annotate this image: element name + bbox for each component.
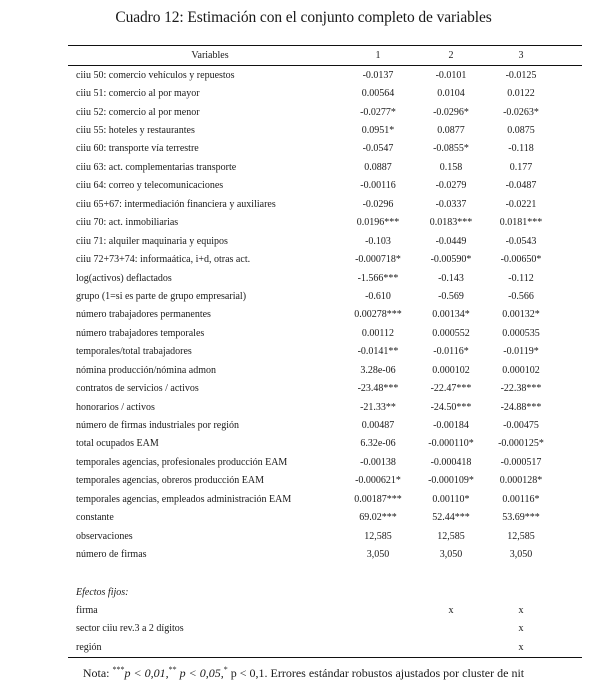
table-row [68, 509, 582, 527]
row-label: número trabajadores temporales [76, 327, 205, 339]
cell-col-3: x [518, 623, 524, 635]
fixed-effects-title: Efectos fijos: [76, 586, 129, 598]
table-row [68, 545, 582, 563]
cell-col-3: 0.0181*** [499, 217, 543, 229]
table-row [68, 620, 582, 638]
row-label: temporales agencias, empleados administración EAM [76, 493, 292, 505]
note-text-3: p < 0,1. Errores estándar robustos ajustados por cluster de nit [227, 666, 525, 680]
cell-col-1: -0.103 [365, 235, 391, 247]
cell-col-2: 0.00110* [432, 493, 470, 505]
row-label: grupo (1=si es parte de grupo empresarial) [76, 290, 247, 302]
cell-col-1: 0.00564 [361, 88, 395, 100]
row-label: sector ciiu rev.3 a 2 dígitos [76, 623, 184, 635]
cell-col-3: 53.69*** [502, 512, 540, 524]
cell-col-3: -0.566 [508, 290, 534, 302]
row-label: ciiu 51: comercio al por mayor [76, 88, 200, 100]
cell-col-3: 0.000102 [502, 364, 540, 376]
table-row [68, 84, 582, 102]
table-row [68, 638, 582, 656]
cell-col-1: 0.00187*** [354, 493, 402, 505]
table-row [68, 214, 582, 232]
cell-col-1: -0.0547 [362, 143, 394, 155]
row-label: temporales agencias, profesionales producción EAM [76, 456, 288, 468]
note-text-2: p < 0,05, [176, 666, 224, 680]
cell-col-2: 52.44*** [432, 512, 470, 524]
table-row [68, 324, 582, 342]
row-label: región [76, 641, 102, 653]
cell-col-1: 0.0951* [361, 125, 395, 137]
cell-col-3: -0.118 [508, 143, 534, 155]
cell-col-2: -0.00590* [430, 254, 472, 266]
cell-col-3: -0.0263* [503, 106, 539, 118]
row-label: temporales agencias, obreros producción EAM [76, 475, 264, 487]
cell-col-2: x [448, 604, 454, 616]
cell-col-1: 0.0887 [364, 161, 392, 173]
table-row [68, 416, 582, 434]
table-row [68, 527, 582, 545]
table-row [68, 103, 582, 121]
cell-col-1: 6.32e-06 [360, 438, 396, 450]
cell-col-1: -0.0137 [362, 69, 394, 81]
cell-col-1: -0.0277* [360, 106, 396, 118]
table-row [68, 177, 582, 195]
cell-col-3: -0.0543 [505, 235, 537, 247]
cell-col-1: 0.00112 [361, 327, 395, 339]
header-col-1: 1 [375, 50, 381, 61]
cell-col-2: 0.0877 [437, 125, 465, 137]
spacer [68, 564, 582, 583]
header-col-3: 3 [518, 50, 524, 61]
table-row [68, 379, 582, 397]
cell-col-1: 3,050 [366, 549, 390, 561]
row-label: ciiu 64: correo y telecomunicaciones [76, 180, 224, 192]
table-row [68, 250, 582, 268]
row-label: ciiu 55: hoteles y restaurantes [76, 125, 195, 137]
table-row [68, 490, 582, 508]
cell-col-2: 0.158 [439, 161, 463, 173]
row-label: log(activos) deflactados [76, 272, 172, 284]
cell-col-2: -22.47*** [430, 383, 472, 395]
table-row [68, 195, 582, 213]
cell-col-2: -0.0296* [433, 106, 469, 118]
cell-col-1: -23.48*** [357, 383, 399, 395]
cell-col-2: -24.50*** [430, 401, 472, 413]
table-row [68, 472, 582, 490]
cell-col-3: -0.000125* [498, 438, 544, 450]
cell-col-3: x [518, 604, 524, 616]
cell-col-2: 12,585 [437, 530, 465, 542]
table-caption: Cuadro 12: Estimación con el conjunto completo de variables [115, 9, 492, 26]
fixed-effects-title-row [68, 583, 582, 601]
row-label: ciiu 52: comercio al por menor [76, 106, 200, 118]
header-variables: Variables [191, 50, 229, 61]
cell-col-2: 0.0104 [437, 88, 465, 100]
cell-col-2: 3,050 [439, 549, 463, 561]
table-row [68, 601, 582, 619]
table-row [68, 453, 582, 471]
cell-col-1: 12,585 [364, 530, 392, 542]
cell-col-3: x [518, 641, 524, 653]
cell-col-3: 0.00116* [502, 493, 540, 505]
cell-col-2: -0.0449 [435, 235, 467, 247]
cell-col-1: -0.610 [365, 290, 391, 302]
row-label: ciiu 72+73+74: informaática, i+d, otras act. [76, 254, 251, 266]
cell-col-2: -0.143 [438, 272, 464, 284]
cell-col-1: 0.0196*** [356, 217, 400, 229]
cell-col-2: -0.0337 [435, 198, 467, 210]
cell-col-3: -22.38*** [500, 383, 542, 395]
cell-col-2: -0.000110* [428, 438, 474, 450]
cell-col-3: -0.0125 [505, 69, 537, 81]
row-label: contratos de servicios / activos [76, 383, 199, 395]
cell-col-1: -21.33** [360, 401, 396, 413]
cell-col-2: -0.000109* [428, 475, 474, 487]
row-label: honorarios / activos [76, 401, 155, 413]
table-row [68, 158, 582, 176]
row-label: ciiu 63: act. complementarias transporte [76, 161, 237, 173]
note-text-1: p < 0,01, [124, 666, 169, 680]
table-row [68, 66, 582, 84]
row-label: firma [76, 604, 98, 616]
row-label: ciiu 50: comercio vehículos y repuestos [76, 69, 235, 81]
cell-col-3: 12,585 [507, 530, 535, 542]
cell-col-3: -0.0221 [505, 198, 537, 210]
cell-col-3: 0.177 [509, 161, 533, 173]
row-label: número trabajadores permanentes [76, 309, 211, 321]
row-label: constante [76, 512, 114, 524]
cell-col-1: -1.566*** [357, 272, 399, 284]
cell-col-3: -24.88*** [500, 401, 542, 413]
cell-col-3: -0.112 [508, 272, 534, 284]
cell-col-2: -0.0101 [435, 69, 467, 81]
table-row [68, 232, 582, 250]
table-row [68, 398, 582, 416]
cell-col-3: -0.000517 [500, 456, 542, 468]
fixed-effects-body [68, 601, 582, 656]
note-sig-2: ** [168, 665, 177, 674]
table-body [68, 66, 582, 564]
table-row [68, 435, 582, 453]
header-row [68, 46, 582, 65]
row-label: número de firmas industriales por región [76, 420, 240, 432]
cell-col-3: 0.000535 [502, 327, 540, 339]
cell-col-1: -0.000718* [355, 254, 401, 266]
cell-col-2: -0.0855* [433, 143, 469, 155]
regression-table [68, 45, 582, 658]
cell-col-3: 0.00132* [502, 309, 540, 321]
cell-col-1: -0.0141** [357, 346, 399, 358]
cell-col-3: 0.0122 [507, 88, 535, 100]
cell-col-3: -0.00475 [503, 420, 539, 432]
note-sig-3: *** [112, 665, 125, 674]
cell-col-1: 3.28e-06 [360, 364, 396, 376]
cell-col-3: 0.0875 [507, 125, 535, 137]
cell-col-2: -0.000418 [430, 456, 472, 468]
table-row [68, 287, 582, 305]
table-row [68, 343, 582, 361]
cell-col-3: -0.0119* [503, 346, 539, 358]
header-col-2: 2 [448, 50, 454, 61]
cell-col-3: -0.00650* [500, 254, 542, 266]
note-sig-1: * [223, 665, 228, 674]
cell-col-1: -0.00116 [360, 180, 396, 192]
table-row [68, 361, 582, 379]
table-row [68, 269, 582, 287]
row-label: temporales/total trabajadores [76, 346, 192, 358]
row-label: ciiu 60: transporte vía terrestre [76, 143, 199, 155]
row-label: total ocupados EAM [76, 438, 159, 450]
note-prefix: Nota: [82, 666, 113, 680]
cell-col-2: 0.0183*** [429, 217, 473, 229]
row-label: nómina producción/nómina admon [76, 364, 216, 376]
bottom-rule [68, 657, 582, 658]
cell-col-2: -0.0279 [435, 180, 467, 192]
cell-col-3: 0.000128* [499, 475, 543, 487]
cell-col-3: 3,050 [509, 549, 533, 561]
cell-col-2: -0.00184 [433, 420, 469, 432]
cell-col-1: -0.0296 [362, 198, 394, 210]
table-note [0, 665, 607, 681]
row-label: número de firmas [76, 549, 147, 561]
cell-col-1: 0.00278*** [354, 309, 402, 321]
cell-col-2: 0.000552 [432, 327, 470, 339]
cell-col-1: 69.02*** [359, 512, 397, 524]
row-label: ciiu 65+67: intermediación financiera y auxiliares [76, 198, 276, 210]
cell-col-2: 0.000102 [432, 364, 470, 376]
table-row [68, 140, 582, 158]
row-label: observaciones [76, 530, 133, 542]
cell-col-3: -0.0487 [505, 180, 537, 192]
cell-col-1: 0.00487 [361, 420, 395, 432]
cell-col-1: -0.000621* [355, 475, 401, 487]
cell-col-1: -0.00138 [360, 456, 396, 468]
row-label: ciiu 70: act. inmobiliarias [76, 217, 179, 229]
row-label: ciiu 71: alquiler maquinaria y equipos [76, 235, 228, 247]
cell-col-2: -0.0116* [433, 346, 469, 358]
cell-col-2: -0.569 [438, 290, 464, 302]
cell-col-2: 0.00134* [432, 309, 470, 321]
table-row [68, 306, 582, 324]
table-row [68, 121, 582, 139]
